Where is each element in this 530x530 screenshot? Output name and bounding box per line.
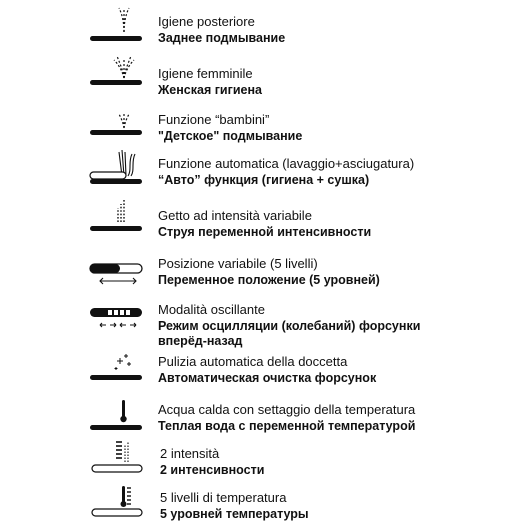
rear-wash-icon	[86, 6, 146, 52]
feature-label-it: Acqua calda con settaggio della temperatura	[158, 402, 416, 417]
feature-label-ru: Автоматическая очистка форсунок	[158, 371, 377, 385]
feminine-wash-icon	[86, 50, 146, 96]
feature-label-ru: Переменное положение (5 уровней)	[158, 273, 380, 287]
two-intensity-icon	[86, 438, 146, 484]
feature-label-it: Getto ad intensità variabile	[158, 208, 312, 223]
warm-water-thermometer-icon	[86, 394, 146, 440]
oscillating-mode-icon	[86, 294, 146, 340]
auto-function-icon	[86, 148, 146, 194]
feature-label-ru: Женская гигиена	[158, 83, 262, 97]
feature-label-ru: 2 интенсивности	[160, 463, 265, 477]
feature-label-ru: “Авто” функция (гигиена + сушка)	[158, 173, 370, 187]
feature-label-it: Modalità oscillante	[158, 302, 265, 317]
variable-position-icon	[86, 244, 146, 290]
feature-label-it: 5 livelli di temperatura	[160, 490, 287, 505]
feature-label-ru: 5 уровней температуры	[160, 507, 309, 521]
feature-label-it: Igiene femminile	[158, 66, 253, 81]
variable-jet-icon	[86, 196, 146, 242]
feature-label-ru: Режим осцилляции (колебаний) форсунки вперёд-назад	[158, 319, 421, 348]
five-temperature-levels-icon	[86, 482, 146, 528]
child-wash-icon	[86, 100, 146, 146]
feature-label-it: 2 intensità	[160, 446, 220, 461]
feature-label-it: Funzione “bambini”	[158, 112, 270, 127]
feature-label-ru: Теплая вода с переменной температурой	[158, 419, 416, 433]
feature-label-it: Posizione variabile (5 livelli)	[158, 256, 318, 271]
feature-label-it: Pulizia automatica della doccetta	[158, 354, 348, 369]
feature-label-ru: Заднее подмывание	[158, 31, 286, 45]
feature-label-ru: Струя переменной интенсивности	[158, 225, 372, 239]
feature-label-ru: "Детское" подмывание	[158, 129, 303, 143]
feature-label-it: Funzione automatica (lavaggio+asciugatura)	[158, 156, 415, 171]
nozzle-cleaning-icon	[86, 348, 146, 394]
feature-label-it: Igiene posteriore	[158, 14, 255, 29]
